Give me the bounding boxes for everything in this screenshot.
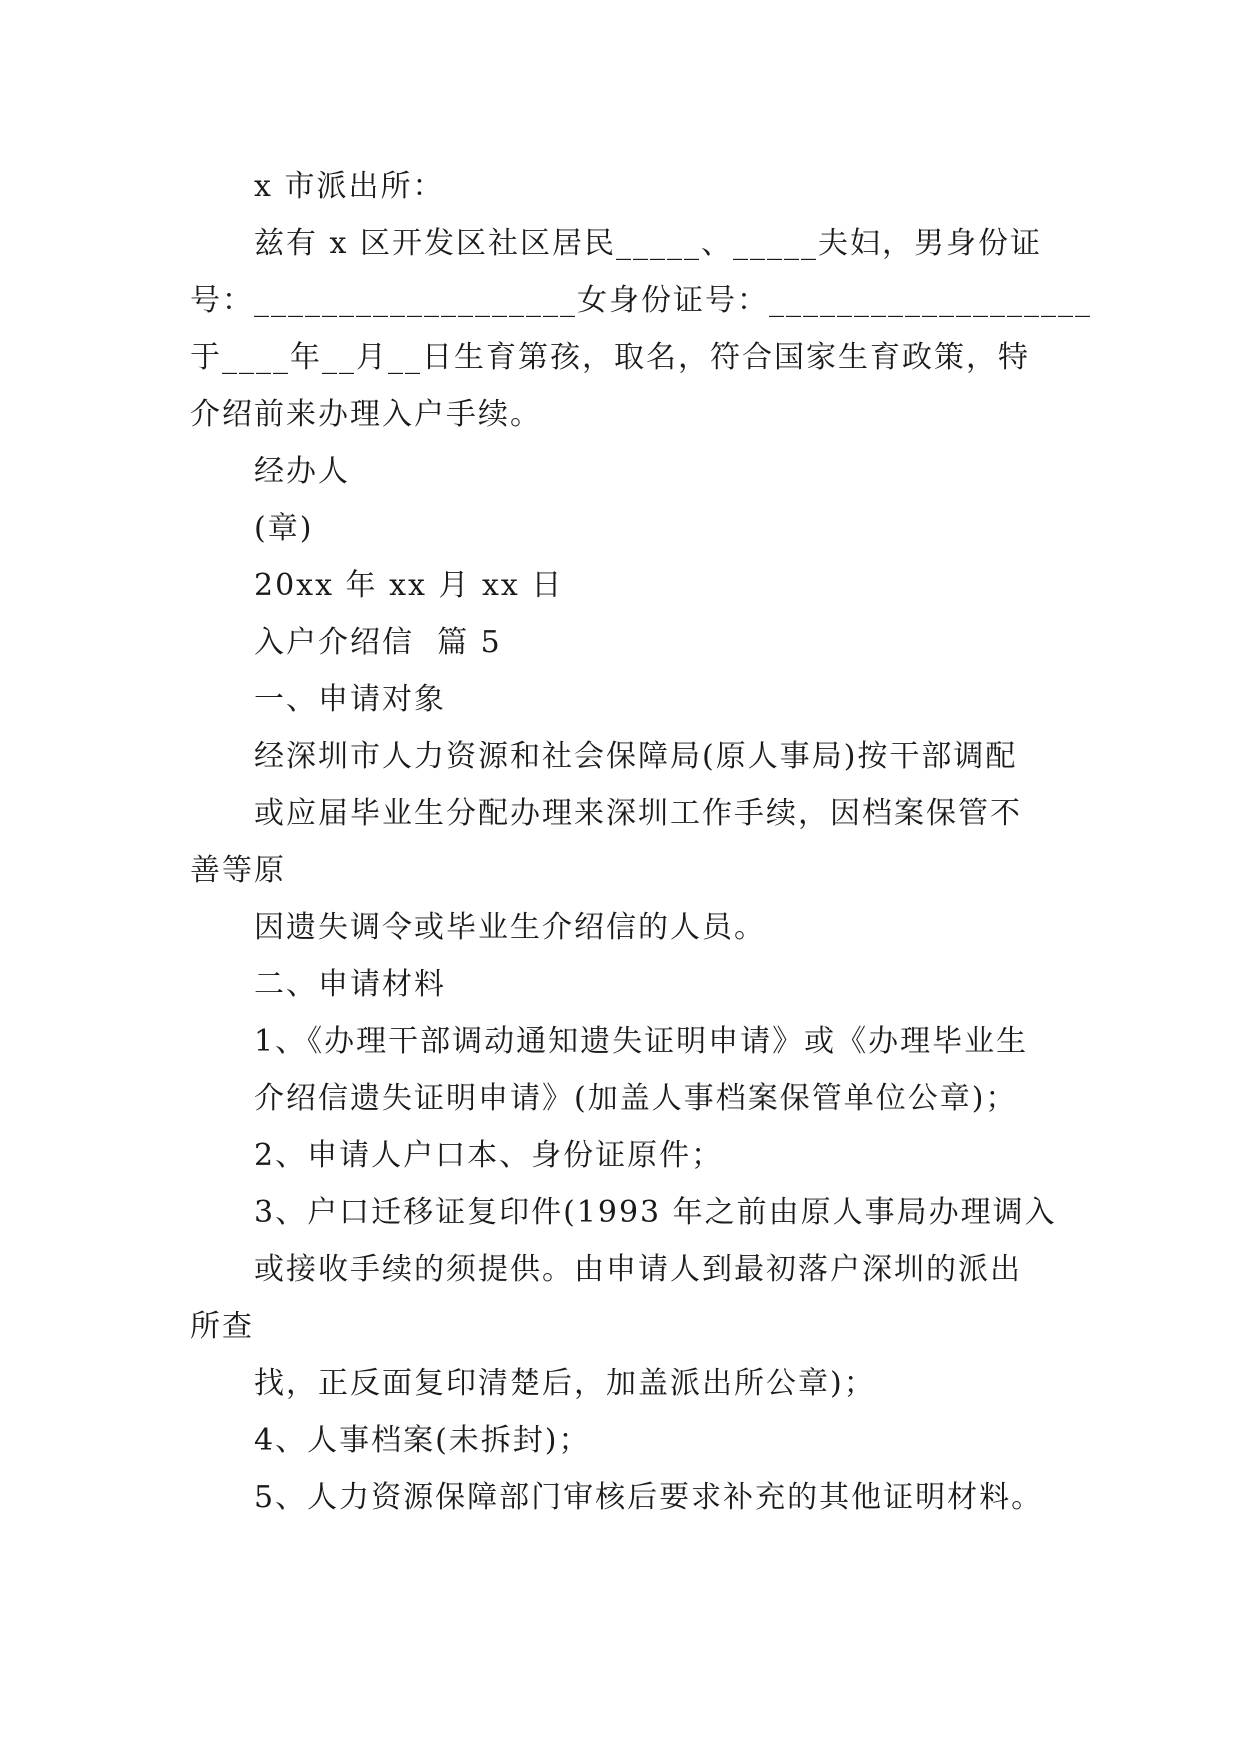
section-title: 入户介绍信 篇 5 — [254, 625, 502, 660]
list-item: 5、人力资源保障部门审核后要求补充的其他证明材料。 — [254, 1480, 1044, 1515]
body-line: 号：___________________女身份证号：___________________ — [190, 283, 1092, 318]
seal-label: (章) — [254, 511, 314, 546]
list-item: 2、申请人户口本、身份证原件； — [254, 1138, 724, 1173]
list-item: 所查 — [190, 1309, 254, 1344]
body-line: 介绍前来办理入户手续。 — [190, 397, 542, 432]
list-item: 介绍信遗失证明申请》(加盖人事档案保管单位公章)； — [254, 1081, 1018, 1116]
list-item: 4、人事档案(未拆封)； — [254, 1423, 591, 1458]
section-heading: 二、申请材料 — [254, 967, 446, 1002]
list-item: 或接收手续的须提供。由申请人到最初落户深圳的派出 — [254, 1252, 1022, 1287]
section-heading: 一、申请对象 — [254, 682, 446, 717]
list-item: 找，正反面复印清楚后，加盖派出所公章)； — [254, 1366, 876, 1401]
addressee-line: x 市派出所： — [254, 169, 445, 204]
body-line: 兹有 x 区开发区社区居民_____、_____夫妇，男身份证 — [254, 226, 1042, 261]
body-line: 经深圳市人力资源和社会保障局(原人事局)按干部调配 — [254, 739, 1018, 774]
handler-label: 经办人 — [254, 454, 350, 489]
list-item: 1、《办理干部调动通知遗失证明申请》或《办理毕业生 — [254, 1024, 1029, 1059]
body-line: 善等原 — [190, 853, 286, 888]
body-line: 于____年__月__日生育第孩，取名，符合国家生育政策，特 — [190, 340, 1030, 375]
list-item: 3、户口迁移证复印件(1993 年之前由原人事局办理调入 — [254, 1195, 1057, 1230]
body-line: 因遗失调令或毕业生介绍信的人员。 — [254, 910, 766, 945]
body-line: 或应届毕业生分配办理来深圳工作手续，因档案保管不 — [254, 796, 1022, 831]
date-line: 20xx 年 xx 月 xx 日 — [254, 568, 564, 603]
